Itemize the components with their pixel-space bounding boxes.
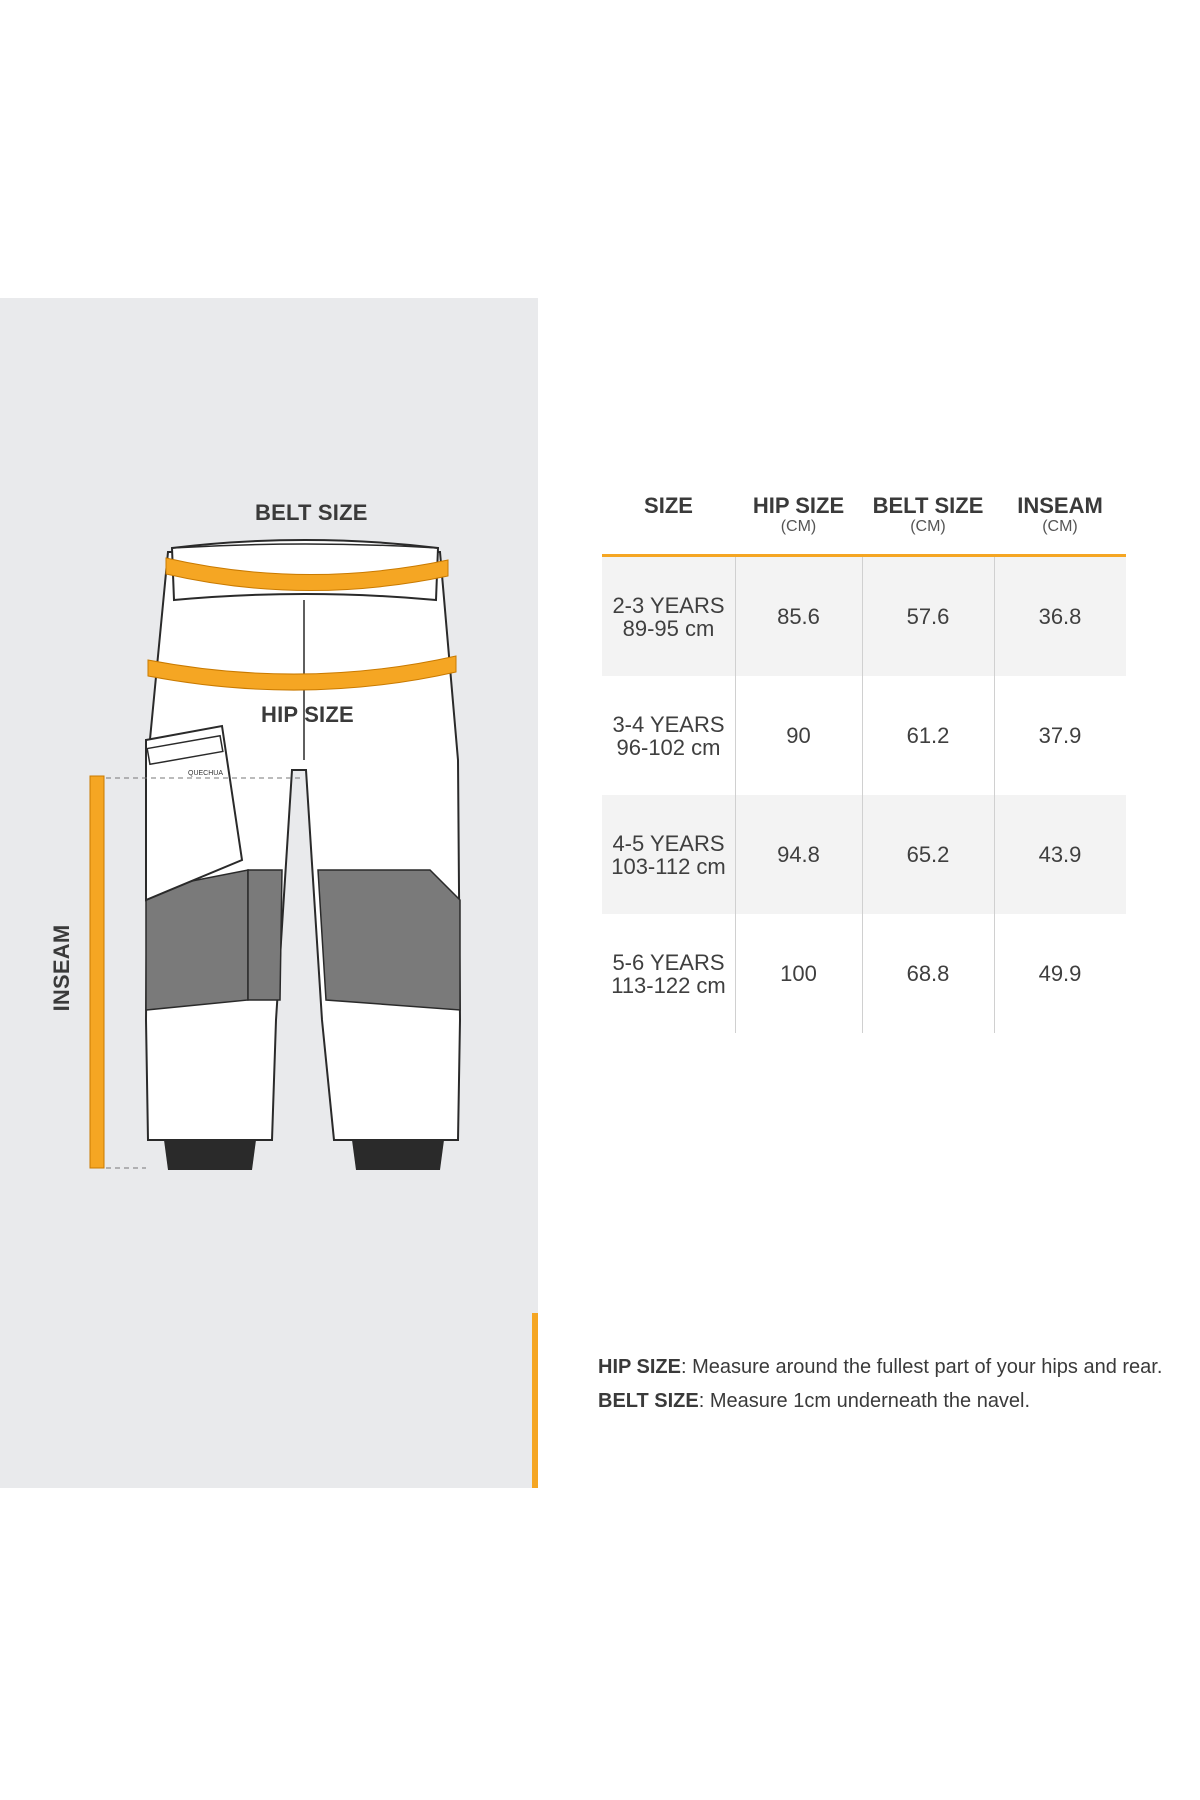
inseam-cell: 43.9: [1038, 842, 1082, 867]
belt-cell: 68.8: [906, 961, 950, 986]
hip-cell: 90: [786, 723, 811, 748]
inseam-cell: 37.9: [1038, 723, 1082, 748]
hip-cell: 85.6: [777, 604, 820, 629]
cuff-right: [352, 1140, 444, 1170]
column-divider: [735, 557, 736, 1033]
measurement-notes: [598, 1350, 1162, 1418]
belt-cell: 65.2: [906, 842, 950, 867]
accent-bar: [532, 1313, 538, 1488]
belt-cell: 61.2: [906, 723, 950, 748]
header-hip-size: HIP SIZE (CM): [752, 493, 845, 535]
column-divider: [994, 557, 995, 1033]
inseam-cell: 49.9: [1038, 961, 1082, 986]
table-row: [602, 914, 1126, 1033]
size-table: [602, 490, 1126, 1033]
header-belt-size: BELT SIZE (CM): [872, 493, 984, 535]
hip-size-label: HIP SIZE: [261, 702, 354, 727]
belt-size-label: BELT SIZE: [255, 500, 368, 525]
table-row: [602, 676, 1126, 795]
belt-cell: 57.6: [906, 604, 950, 629]
note-hip: HIP SIZE: Measure around the fullest part of your hips and rear.: [598, 1356, 1163, 1378]
brand-text: QUECHUA: [188, 770, 224, 777]
cuff-left: [164, 1140, 256, 1170]
header-size: SIZE: [644, 493, 693, 518]
table-row: [602, 557, 1126, 676]
inseam-cell: 36.8: [1038, 604, 1082, 629]
column-divider: [862, 557, 863, 1033]
size-cell: 5-6 YEARS 113-122 cm: [611, 949, 726, 998]
inseam-tape: [90, 776, 104, 1168]
size-cell: 2-3 YEARS 89-95 cm: [612, 592, 725, 641]
hip-cell: 94.8: [777, 842, 820, 867]
table-row: [602, 795, 1126, 914]
inseam-label: INSEAM: [49, 924, 74, 1012]
pants-diagram: [0, 0, 540, 1200]
table-header: [602, 490, 1126, 557]
size-cell: 4-5 YEARS 103-112 cm: [611, 830, 726, 879]
knee-panel-right: [318, 870, 460, 1010]
note-belt: BELT SIZE: Measure 1cm underneath the navel.: [598, 1390, 1031, 1412]
size-cell: 3-4 YEARS 96-102 cm: [612, 711, 725, 760]
header-inseam: INSEAM (CM): [1017, 493, 1103, 535]
hip-cell: 100: [780, 961, 817, 986]
